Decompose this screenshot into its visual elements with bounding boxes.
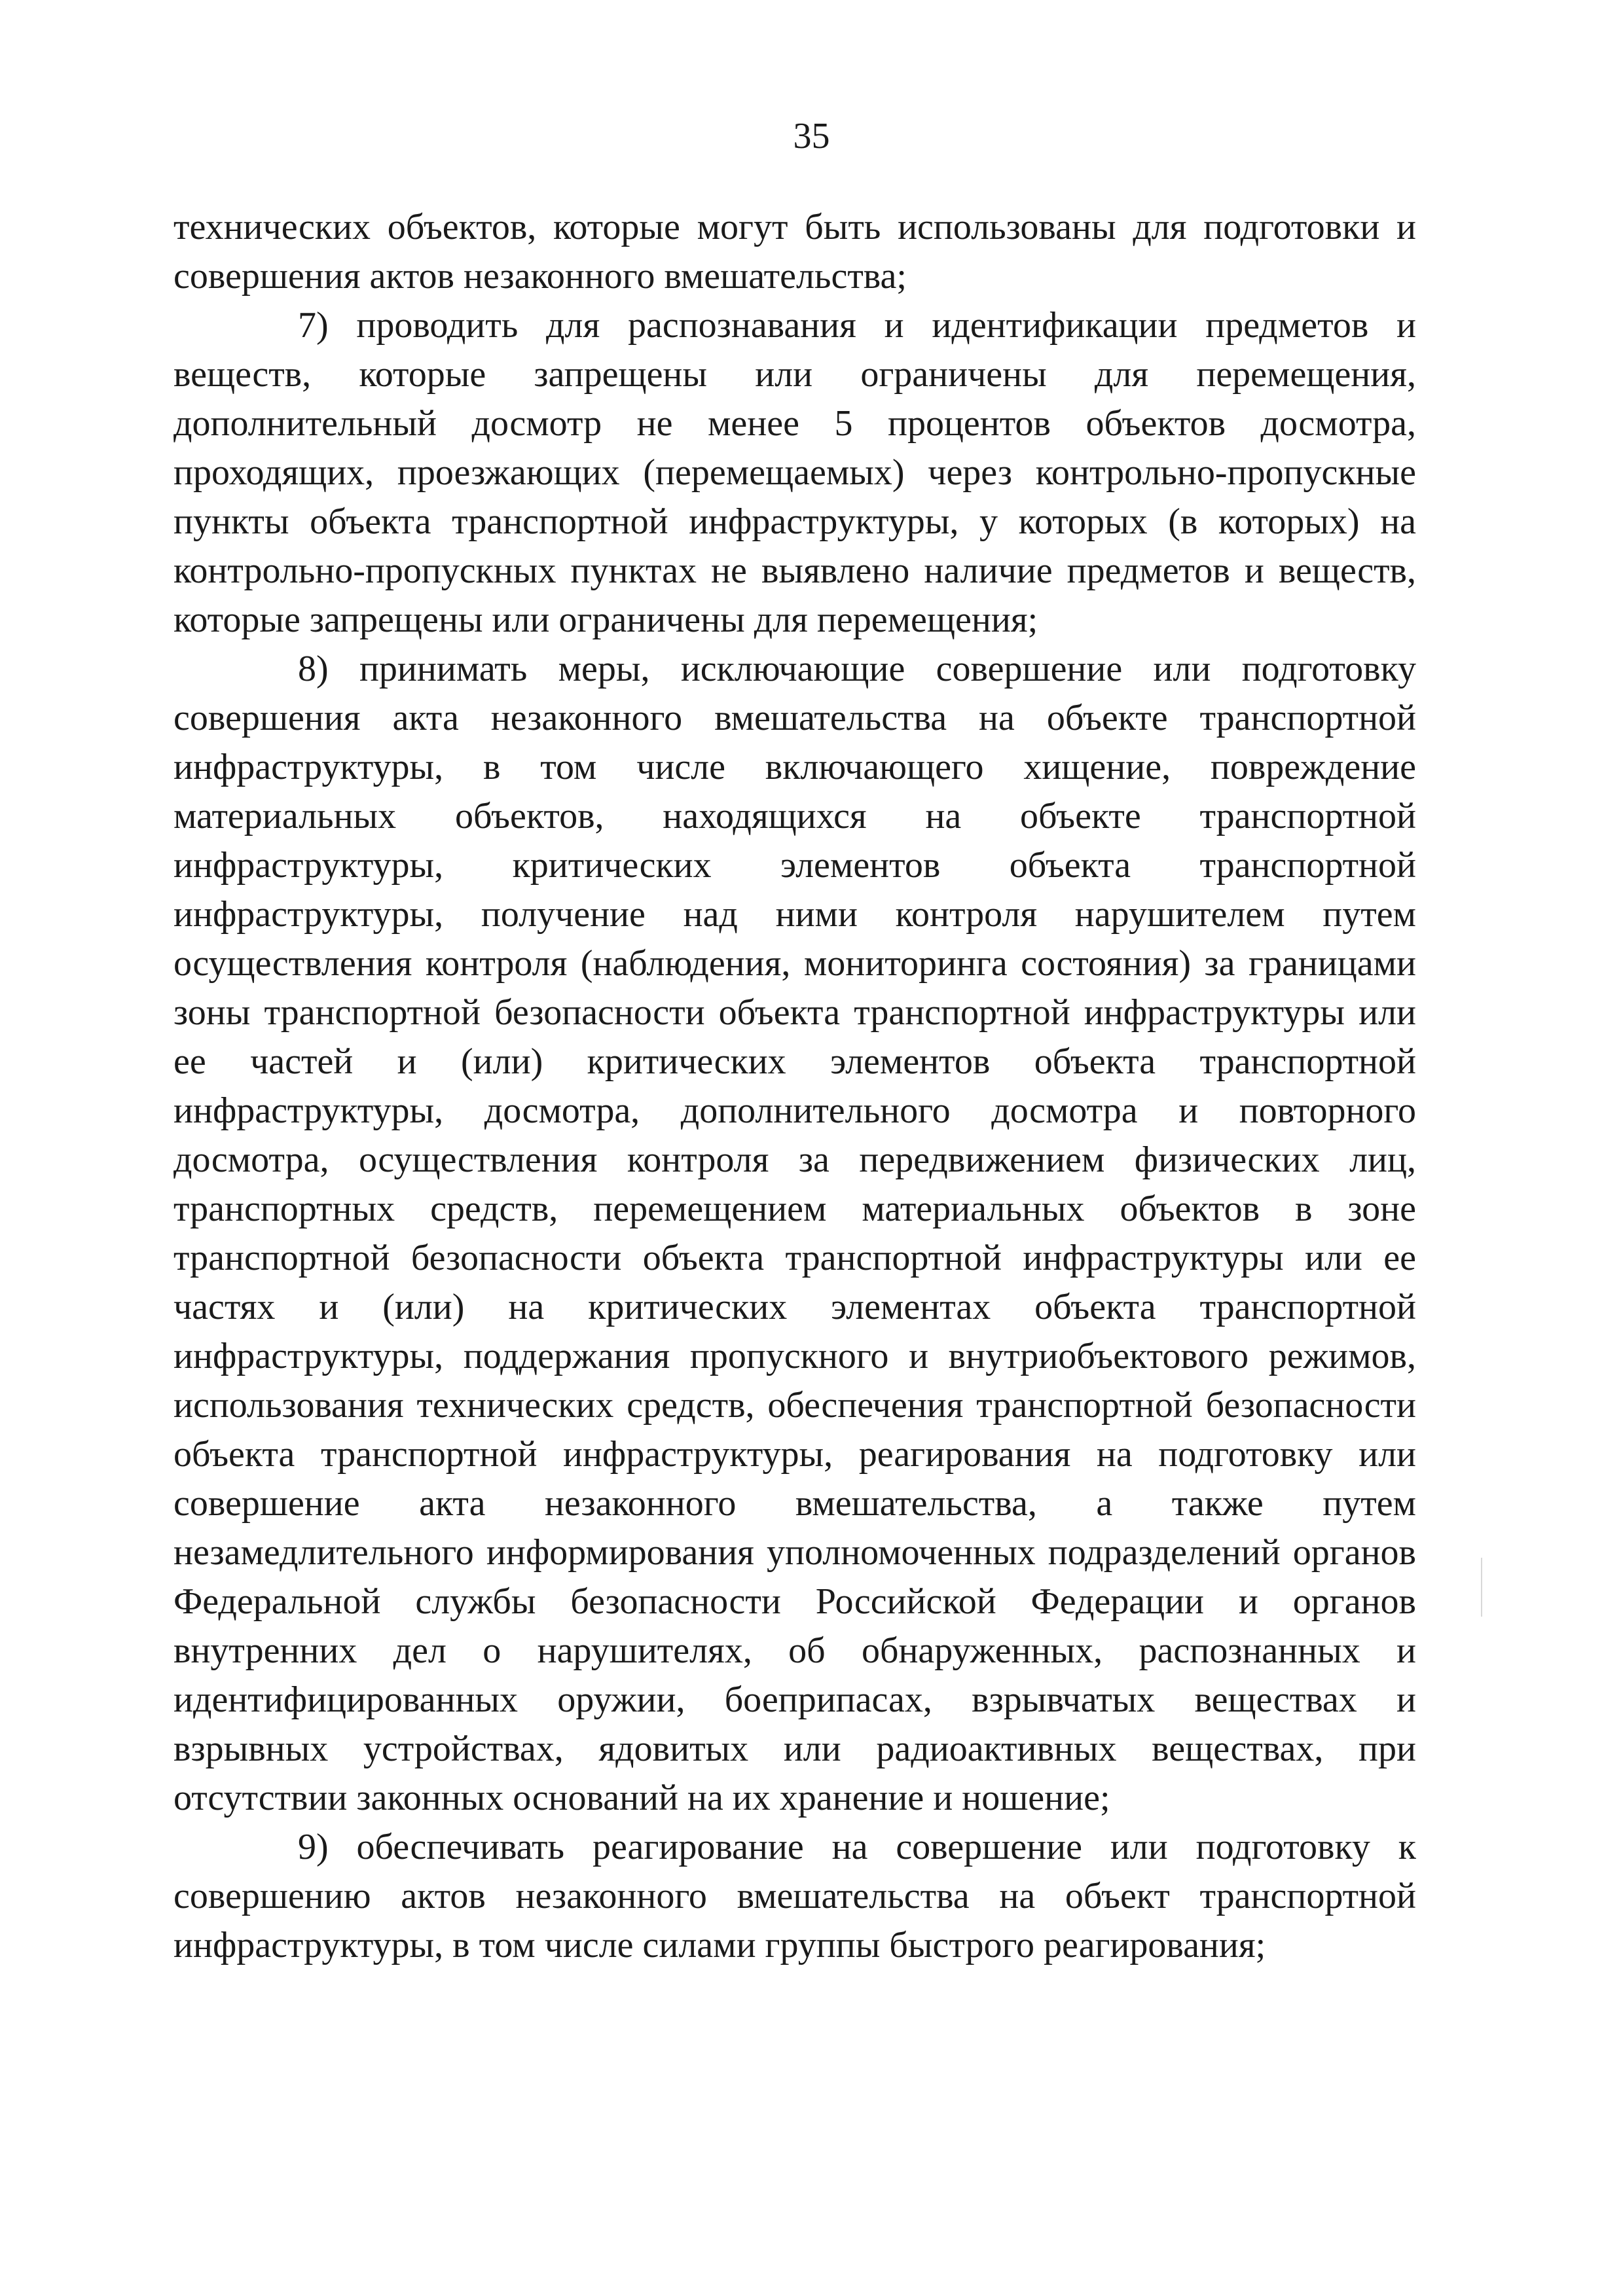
- paragraph-continuation: технических объектов, которые могут быть использованы для подготовки и совершения актов незаконного вмешательства;: [173, 207, 1416, 296]
- page-number: 35: [793, 116, 830, 156]
- document-body: [173, 203, 1416, 1970]
- paragraph-item-8: 8) принимать меры, исключающие совершение или подготовку совершения акта незаконного вмешательства на объекте транспортной инфраструктуры, в том числе включающего хищение, повреждение материальных объектов, находящихся на объекте транспортной инфраструктуры, критических элементов объекта транспортной инфраструктуры, получение над ними контроля нарушителем путем осуществления контроля (наблюдения, мониторинга состояния) за границами зоны транспортной безопасности объекта транспортной инфраструктуры или ее частей и (или) критических элементов объекта транспортной инфраструктуры, досмотра, дополнительного досмотра и повторного досмотра, осуществления контроля за передвижением физических лиц, транспортных средств, перемещением материальных объектов в зоне транспортной безопасности объекта транспортной инфраструктуры или ее частях и (или) на критических элементах объекта транспортной инфраструктуры, поддержания пропускного и внутриобъектового режимов, использования технических средств, обеспечения транспортной безопасности объекта транспортной инфраструктуры, реагирования на подготовку или совершение акта незаконного вмешательства, а также путем незамедлительного информирования уполномоченных подразделений органов Федеральной службы безопасности Российской Федерации и органов внутренних дел о нарушителях, об обнаруженных, распознанных и идентифицированных оружии, боеприпасах, взрывчатых веществах и взрывных устройствах, ядовитых или радиоактивных веществах, при отсутствии законных оснований на их хранение и ношение;: [173, 649, 1416, 1818]
- paragraph-item-9: 9) обеспечивать реагирование на совершение или подготовку к совершению актов незаконного вмешательства на объект транспортной инфраструктуры, в том числе силами группы быстрого реагирования;: [173, 1827, 1416, 1965]
- scan-artifact-line: [1481, 1558, 1482, 1617]
- paragraph-item-7: 7) проводить для распознавания и идентификации предметов и веществ, которые запрещены или ограничены для перемещения, дополнительный досмотр не менее 5 процентов объектов досмотра, проходящих, проезжающих (перемещаемых) через контрольно-пропускные пункты объекта транспортной инфраструктуры, у которых (в которых) на контрольно-пропускных пунктах не выявлено наличие предметов и веществ, которые запрещены или ограничены для перемещения;: [173, 305, 1416, 640]
